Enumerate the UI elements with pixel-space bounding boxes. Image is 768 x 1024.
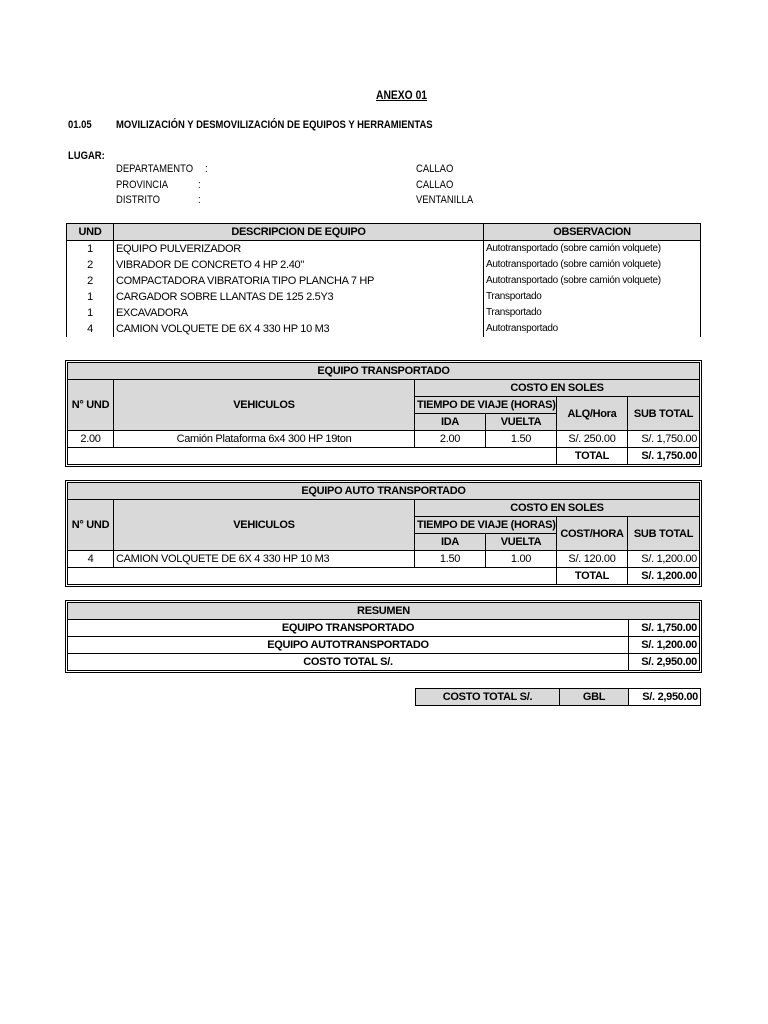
- lugar-key-distrito: DISTRITO: [116, 194, 160, 206]
- item-title: MOVILIZACIÓN Y DESMOVILIZACIÓN DE EQUIPOS Y HERRAMIENTAS: [116, 119, 433, 131]
- header-nund: N° UND: [68, 500, 114, 551]
- equipment-desc: CAMION VOLQUETE DE 6X 4 330 HP 10 M3: [114, 321, 484, 337]
- lugar-sep: :: [198, 179, 201, 191]
- final-unit: GBL: [560, 689, 629, 706]
- lugar-value-provincia: CALLAO: [416, 179, 454, 191]
- transportado-table: [67, 362, 700, 465]
- equipment-obs: Autotransportado: [484, 321, 701, 337]
- equipment-obs: Autotransportado (sobre camión volquete): [484, 257, 701, 273]
- final-total-row: [416, 689, 701, 706]
- lugar-key-provincia: PROVINCIA: [116, 179, 169, 191]
- equipment-und: 1: [67, 241, 114, 258]
- resumen-label: COSTO TOTAL S/.: [68, 654, 629, 671]
- lugar-sep: :: [198, 194, 201, 206]
- resumen-label: EQUIPO AUTOTRANSPORTADO: [68, 637, 629, 654]
- item-code: 01.05: [68, 119, 92, 131]
- lugar-key-departamento: DEPARTAMENTO: [116, 163, 194, 175]
- row-subtotal: S/. 1,200.00: [628, 551, 700, 568]
- table-row: [68, 637, 700, 654]
- final-total-table: [415, 688, 701, 706]
- transportado-header-row: [68, 380, 700, 397]
- row-ida: 1.50: [415, 551, 486, 568]
- row-subtotal: S/. 1,750.00: [628, 431, 700, 448]
- total-row: [68, 448, 700, 465]
- final-label: COSTO TOTAL S/.: [416, 689, 560, 706]
- equipment-header-row: [67, 224, 701, 241]
- row-nund: 2.00: [68, 431, 114, 448]
- total-spacer: [68, 568, 557, 585]
- table-row: [67, 305, 701, 321]
- resumen-table: [67, 602, 700, 671]
- equipment-obs: Transportado: [484, 305, 701, 321]
- equipment-desc: COMPACTADORA VIBRATORIA TIPO PLANCHA 7 HP: [114, 273, 484, 289]
- header-ida: IDA: [415, 414, 486, 431]
- header-observacion: OBSERVACION: [484, 224, 701, 241]
- header-subtotal: SUB TOTAL: [628, 517, 700, 551]
- equipment-und: 2: [67, 273, 114, 289]
- equipment-obs: Transportado: [484, 289, 701, 305]
- row-rate: S/. 120.00: [557, 551, 628, 568]
- equipment-und: 4: [67, 321, 114, 337]
- table-row: [68, 551, 700, 568]
- header-rate: ALQ/Hora: [557, 397, 628, 431]
- lugar-label: LUGAR:: [68, 150, 105, 162]
- equipment-desc: EXCAVADORA: [114, 305, 484, 321]
- resumen-value: S/. 1,200.00: [629, 637, 700, 654]
- row-vuelta: 1.00: [486, 551, 557, 568]
- header-nund: N° UND: [68, 380, 114, 431]
- row-ida: 2.00: [415, 431, 486, 448]
- autotransportado-table: [67, 482, 700, 585]
- lugar-value-distrito: VENTANILLA: [416, 194, 474, 206]
- row-vuelta: 1.50: [486, 431, 557, 448]
- equipment-table: [66, 223, 701, 337]
- table-row: [67, 289, 701, 305]
- header-tiempo-viaje: TIEMPO DE VIAJE (HORAS): [415, 517, 557, 534]
- equipment-desc: EQUIPO PULVERIZADOR: [114, 241, 484, 258]
- table-row: [68, 431, 700, 448]
- final-value: S/. 2,950.00: [629, 689, 701, 706]
- row-vehiculo: CAMION VOLQUETE DE 6X 4 330 HP 10 M3: [114, 551, 415, 568]
- row-rate: S/. 250.00: [557, 431, 628, 448]
- equipment-desc: CARGADOR SOBRE LLANTAS DE 125 2.5Y3: [114, 289, 484, 305]
- equipment-und: 2: [67, 257, 114, 273]
- transportado-title: EQUIPO TRANSPORTADO: [68, 363, 700, 380]
- header-ida: IDA: [415, 534, 486, 551]
- header-subtotal: SUB TOTAL: [628, 397, 700, 431]
- equipment-und: 1: [67, 289, 114, 305]
- header-und: UND: [67, 224, 114, 241]
- equipment-obs: Autotransportado (sobre camión volquete): [484, 241, 701, 258]
- header-rate: COST/HORA: [557, 517, 628, 551]
- table-row: [67, 321, 701, 337]
- equipment-desc: VIBRADOR DE CONCRETO 4 HP 2.40": [114, 257, 484, 273]
- total-row: [68, 568, 700, 585]
- transportado-title-row: [68, 363, 700, 380]
- row-vehiculo: Camión Plataforma 6x4 300 HP 19ton: [114, 431, 415, 448]
- header-tiempo-viaje: TIEMPO DE VIAJE (HORAS): [415, 397, 557, 414]
- total-label: TOTAL: [557, 448, 628, 465]
- table-row: [68, 620, 700, 637]
- page-title: ANEXO 01: [376, 88, 428, 102]
- equipment-obs: Autotransportado (sobre camión volquete): [484, 273, 701, 289]
- row-nund: 4: [68, 551, 114, 568]
- resumen-value: S/. 1,750.00: [629, 620, 700, 637]
- header-costo-soles: COSTO EN SOLES: [415, 380, 700, 397]
- lugar-value-departamento: CALLAO: [416, 163, 454, 175]
- header-costo-soles: COSTO EN SOLES: [415, 500, 700, 517]
- table-row: [67, 257, 701, 273]
- header-vehiculos: VEHICULOS: [114, 500, 415, 551]
- autotransportado-title-row: [68, 483, 700, 500]
- autotransportado-title: EQUIPO AUTO TRANSPORTADO: [68, 483, 700, 500]
- lugar-sep: :: [205, 163, 208, 175]
- table-row: [67, 273, 701, 289]
- resumen-title: RESUMEN: [68, 603, 700, 620]
- header-descripcion: DESCRIPCION DE EQUIPO: [114, 224, 484, 241]
- resumen-value: S/. 2,950.00: [629, 654, 700, 671]
- table-row: [67, 241, 701, 258]
- total-value: S/. 1,200.00: [628, 568, 700, 585]
- header-vehiculos: VEHICULOS: [114, 380, 415, 431]
- table-row: [68, 654, 700, 671]
- autotransportado-header-row: [68, 500, 700, 517]
- header-vuelta: VUELTA: [486, 534, 557, 551]
- resumen-label: EQUIPO TRANSPORTADO: [68, 620, 629, 637]
- resumen-title-row: [68, 603, 700, 620]
- total-spacer: [68, 448, 557, 465]
- header-vuelta: VUELTA: [486, 414, 557, 431]
- total-label: TOTAL: [557, 568, 628, 585]
- equipment-und: 1: [67, 305, 114, 321]
- total-value: S/. 1,750.00: [628, 448, 700, 465]
